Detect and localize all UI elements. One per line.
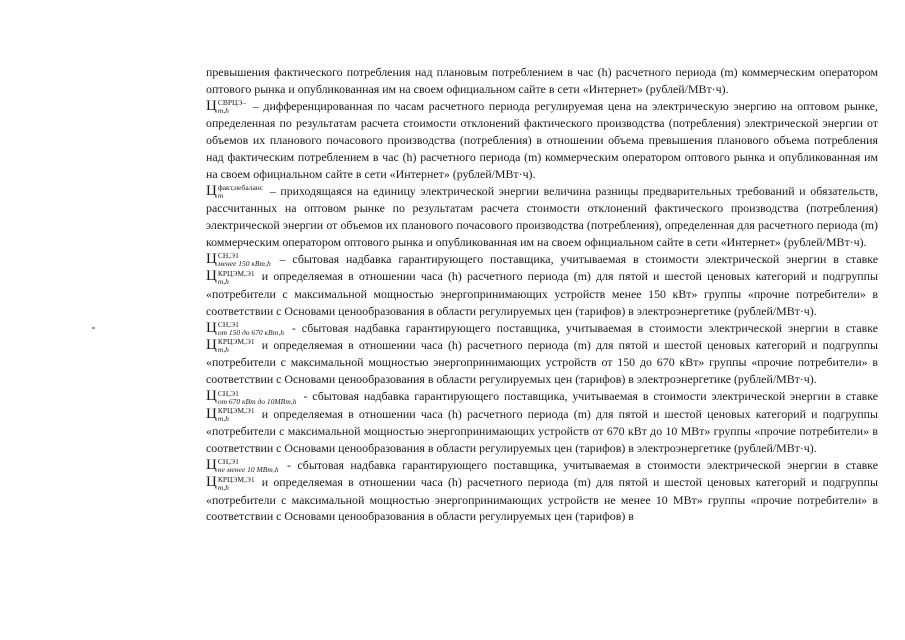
formula-krcem (206, 338, 255, 354)
paragraph-markup-over-10mw (206, 457, 878, 526)
paragraph-text-cont: и определяемая в отношении часа (h) расчетного периода (m) для пятой и шестой ценовых категорий и подгруппы «потребители с максимальной мощностью энергопринимающих устройств от 670 кВт до 10 МВт» группы «прочие потребители» в соответствии с Основами ценообразования в области регулируемых цен (тарифов) в электроэнергетике (рублей/МВт·ч). (206, 406, 878, 455)
scan-speck (92, 327, 95, 329)
formula-krcem (206, 269, 255, 285)
formula-superscript: СВРЦЭ– (217, 98, 247, 108)
document-body (206, 64, 878, 525)
formula-subscript: не менее 10 МВт,h (217, 465, 279, 475)
formula-symbol: Ц (206, 319, 217, 336)
paragraph-fact-imbalance (206, 183, 878, 251)
paragraph-text: - сбытовая надбавка гарантирующего поставщика, учитываемая в стоимости электрической энергии в ставке (298, 389, 878, 404)
formula-superscript: КРЦЭМ,Э1 (217, 337, 255, 347)
formula-symbol: Ц (206, 388, 217, 405)
formula-subscript: m,h (217, 413, 229, 423)
formula-superscript: СН,Э1 (217, 251, 239, 261)
paragraph-text: – дифференцированная по часам расчетного периода регулируемая цена на электрическую энергию на оптовом рынке, определенная по результатам расчета стоимости отклонений фактического производства (потребления) электрической энергии от объемов их планового почасового производства (потребления) в отношении объема превышения планового объема потребления над фактическим потреблением в час (h) расчетного периода (m) коммерческим оператором оптового рынка и опубликованная им на своем официальном сайте в сети «Интернет» (рублей/МВт·ч). (206, 98, 878, 181)
formula-superscript: факт,небаланс (217, 183, 264, 193)
formula-krcem (206, 475, 255, 491)
formula-symbol: Ц (206, 251, 217, 268)
formula-subscript: m,h (217, 345, 229, 355)
formula-superscript: КРЦЭМ,Э1 (217, 405, 255, 415)
paragraph-text-cont: и определяемая в отношении часа (h) расчетного периода (m) для пятой и шестой ценовых категорий и подгруппы «потребители с максимальной мощностью энергопринимающих устройств менее 150 кВт» группы «прочие потребители» в соответствии с Основами ценообразования в области регулируемых цен (тарифов) в электроэнергетике (рублей/МВт·ч). (206, 269, 878, 318)
formula-subscript: от 670 кВт до 10МВт,h (217, 396, 297, 406)
formula-symbol: Ц (206, 456, 217, 473)
formula-markup-over-10mw (206, 458, 279, 474)
paragraph-price-svrce (206, 98, 878, 183)
formula-subscript: от 150 до 670 кВт,h (217, 327, 284, 337)
formula-symbol: Ц (206, 474, 217, 491)
formula-markup-under-150 (206, 252, 271, 268)
formula-symbol: Ц (206, 337, 217, 354)
formula-markup-670-10mw (206, 389, 297, 405)
formula-subscript: m (217, 191, 224, 201)
paragraph-text: - сбытовая надбавка гарантирующего поставщика, учитываемая в стоимости электрической энергии в ставке (285, 320, 878, 335)
formula-superscript: КРЦЭМ,Э1 (217, 474, 255, 484)
formula-superscript: СН,Э1 (217, 319, 239, 329)
paragraph-text: - сбытовая надбавка гарантирующего поставщика, учитываемая в стоимости электрической энергии в ставке (280, 457, 878, 472)
paragraph-markup-670-10mw (206, 388, 878, 457)
paragraph-text: – приходящаяся на единицу электрической энергии величина разницы предварительных требований и обязательств, рассчитанных на оптовом рынке по результатам расчета стоимости отклонений фактического производства (потребления) электрической энергии от объемов их планового почасового производства (потребления), определенная для расчетного периода (m) коммерческим оператором оптового рынка и опубликованная им на своем официальном сайте в сети «Интернет» (рублей/МВт·ч). (206, 183, 878, 250)
formula-superscript: СН,Э1 (217, 388, 239, 398)
formula-subscript: m,h (217, 482, 229, 492)
formula-subscript: m,h (217, 106, 229, 116)
formula-krcem (206, 407, 255, 423)
paragraph-markup-under-150 (206, 251, 878, 320)
paragraph-text: превышения фактического потребления над плановым потреблением в час (h) расчетного периода (m) коммерческим оператором оптового рынка и опубликованная им на своем официальном сайте в сети «Интернет» (рублей/МВт·ч). (206, 65, 878, 96)
formula-svrce (206, 99, 246, 115)
paragraph-continuation (206, 64, 878, 98)
formula-markup-150-670 (206, 321, 284, 337)
paragraph-text-cont: и определяемая в отношении часа (h) расчетного периода (m) для пятой и шестой ценовых категорий и подгруппы «потребители с максимальной мощностью энергопринимающих устройств от 150 до 670 кВт» группы «прочие потребители» в соответствии с Основами ценообразования в области регулируемых цен (тарифов) в электроэнергетике (рублей/МВт·ч). (206, 337, 878, 387)
paragraph-text: – сбытовая надбавка гарантирующего поставщика, учитываемая в стоимости электрической энергии в ставке (272, 251, 878, 266)
formula-superscript: КРЦЭМ,Э1 (217, 268, 255, 278)
paragraph-markup-150-670 (206, 320, 878, 389)
formula-fact-imbalance (206, 184, 263, 200)
formula-subscript: менее 150 кВт,h (217, 259, 271, 269)
formula-symbol: Ц (206, 97, 217, 114)
formula-superscript: СН,Э1 (217, 457, 239, 467)
formula-symbol: Ц (206, 182, 217, 199)
formula-subscript: m,h (217, 276, 229, 286)
formula-symbol: Ц (206, 405, 217, 422)
formula-symbol: Ц (206, 268, 217, 285)
paragraph-text-cont: и определяемая в отношении часа (h) расчетного периода (m) для пятой и шестой ценовых категорий и подгруппы «потребители с максимальной мощностью энергопринимающих устройств не менее 10 МВт» группы «прочие потребители» в соответствии с Основами ценообразования в области регулируемых цен (тарифов) в (206, 475, 878, 524)
